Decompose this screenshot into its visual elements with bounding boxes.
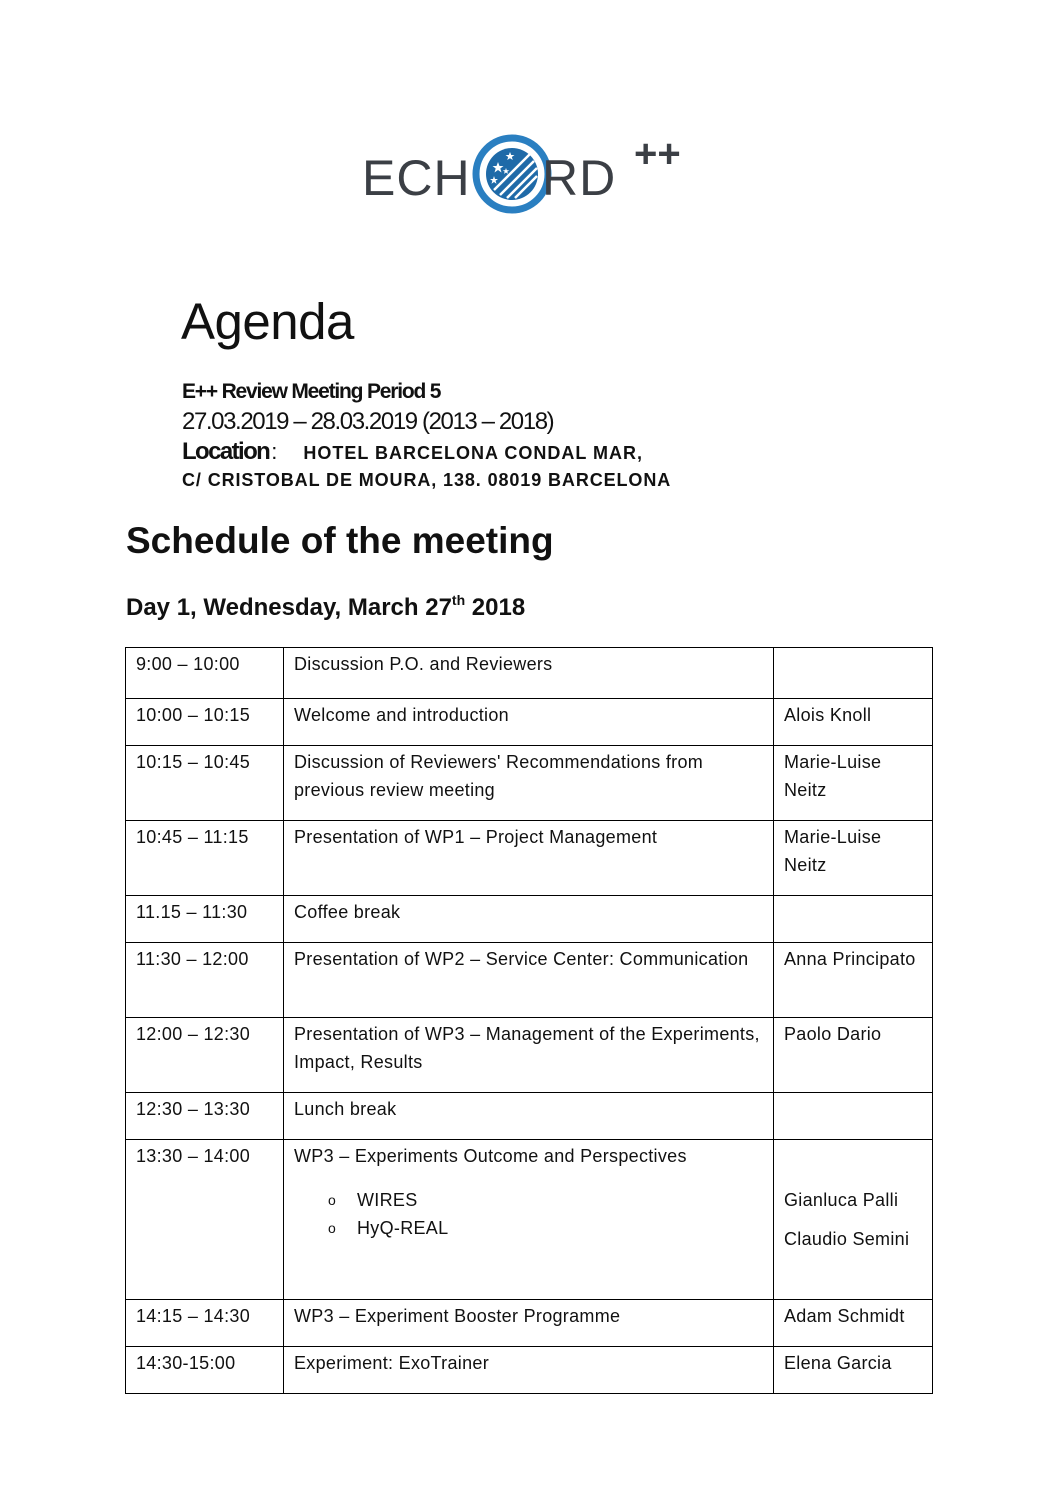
list-item-label: HyQ-REAL xyxy=(357,1218,449,1238)
logo-text-right: RD xyxy=(542,150,617,206)
logo-superscript: ++ xyxy=(634,132,681,176)
speaker-cell: Elena Garcia xyxy=(774,1347,933,1394)
day-heading xyxy=(126,592,525,622)
activity-cell: Presentation of WP2 – Service Center: Communication xyxy=(284,943,774,1018)
bullet-icon: o xyxy=(328,1192,337,1208)
time-cell: 11.15 – 11:30 xyxy=(126,896,284,943)
activity-cell: WP3 – Experiment Booster Programme xyxy=(284,1300,774,1347)
activity-cell: Discussion of Reviewers' Recommendations from previous review meeting xyxy=(284,746,774,821)
speaker-cell: Adam Schmidt xyxy=(774,1300,933,1347)
time-cell: 10:45 – 11:15 xyxy=(126,821,284,896)
activity-cell: Experiment: ExoTrainer xyxy=(284,1347,774,1394)
time-cell: 10:00 – 10:15 xyxy=(126,699,284,746)
location-line xyxy=(182,438,643,466)
bullet-icon: o xyxy=(328,1220,337,1236)
location-label: Location xyxy=(182,438,270,465)
speaker-cell xyxy=(774,1093,933,1140)
table-row xyxy=(126,648,933,699)
day-heading-year: 2018 xyxy=(465,594,526,621)
time-cell: 10:15 – 10:45 xyxy=(126,746,284,821)
speaker-cell: Paolo Dario xyxy=(774,1018,933,1093)
speaker-cell: Anna Principato xyxy=(774,943,933,1018)
meeting-title: E++ Review Meeting Period 5 xyxy=(182,380,441,403)
location-address-line1: HOTEL BARCELONA CONDAL MAR, xyxy=(303,443,643,463)
schedule-heading: Schedule of the meeting xyxy=(126,520,554,561)
schedule-table xyxy=(125,647,933,1394)
page-title: Agenda xyxy=(181,293,354,350)
time-cell: 14:30-15:00 xyxy=(126,1347,284,1394)
time-cell: 9:00 – 10:00 xyxy=(126,648,284,699)
list-item xyxy=(294,1186,764,1214)
location-address-line2: C/ CRISTOBAL DE MOURA, 138. 08019 BARCELONA xyxy=(182,470,672,490)
speaker-cell xyxy=(774,648,933,699)
day-heading-text: Day 1, Wednesday, March 27 xyxy=(126,594,452,621)
activity-cell: Lunch break xyxy=(284,1093,774,1140)
experiment-list xyxy=(294,1186,764,1242)
table-row xyxy=(126,699,933,746)
activity-cell xyxy=(284,1140,774,1300)
list-item xyxy=(294,1214,764,1242)
time-cell: 13:30 – 14:00 xyxy=(126,1140,284,1300)
meeting-dates: 27.03.2019 – 28.03.2019 (2013 – 2018) xyxy=(182,408,554,435)
speaker-name: Claudio Semini xyxy=(784,1229,910,1249)
table-row xyxy=(126,943,933,1018)
activity-text: WP3 – Experiments Outcome and Perspectives xyxy=(294,1146,687,1166)
time-cell: 12:00 – 12:30 xyxy=(126,1018,284,1093)
speaker-cell xyxy=(774,896,933,943)
table-row xyxy=(126,746,933,821)
echord-logo xyxy=(362,128,681,220)
list-item-label: WIRES xyxy=(357,1190,418,1210)
location-colon: : xyxy=(271,439,278,464)
activity-cell: Presentation of WP3 – Management of the Experiments, Impact, Results xyxy=(284,1018,774,1093)
table-row xyxy=(126,1018,933,1093)
speaker-cell: Alois Knoll xyxy=(774,699,933,746)
table-row xyxy=(126,1140,933,1300)
activity-cell: Welcome and introduction xyxy=(284,699,774,746)
speaker-name: Gianluca Palli xyxy=(784,1190,899,1210)
activity-cell: Coffee break xyxy=(284,896,774,943)
table-row xyxy=(126,1347,933,1394)
logo-text-left: ECH xyxy=(362,150,471,206)
table-row xyxy=(126,1093,933,1140)
time-cell: 14:15 – 14:30 xyxy=(126,1300,284,1347)
time-cell: 12:30 – 13:30 xyxy=(126,1093,284,1140)
activity-cell: Discussion P.O. and Reviewers xyxy=(284,648,774,699)
table-row xyxy=(126,896,933,943)
day-heading-suffix: th xyxy=(451,592,466,608)
speaker-cell: Marie-Luise Neitz xyxy=(774,746,933,821)
table-row xyxy=(126,821,933,896)
time-cell: 11:30 – 12:00 xyxy=(126,943,284,1018)
activity-cell: Presentation of WP1 – Project Management xyxy=(284,821,774,896)
speaker-cell xyxy=(774,1140,933,1300)
speaker-cell: Marie-Luise Neitz xyxy=(774,821,933,896)
table-row xyxy=(126,1300,933,1347)
